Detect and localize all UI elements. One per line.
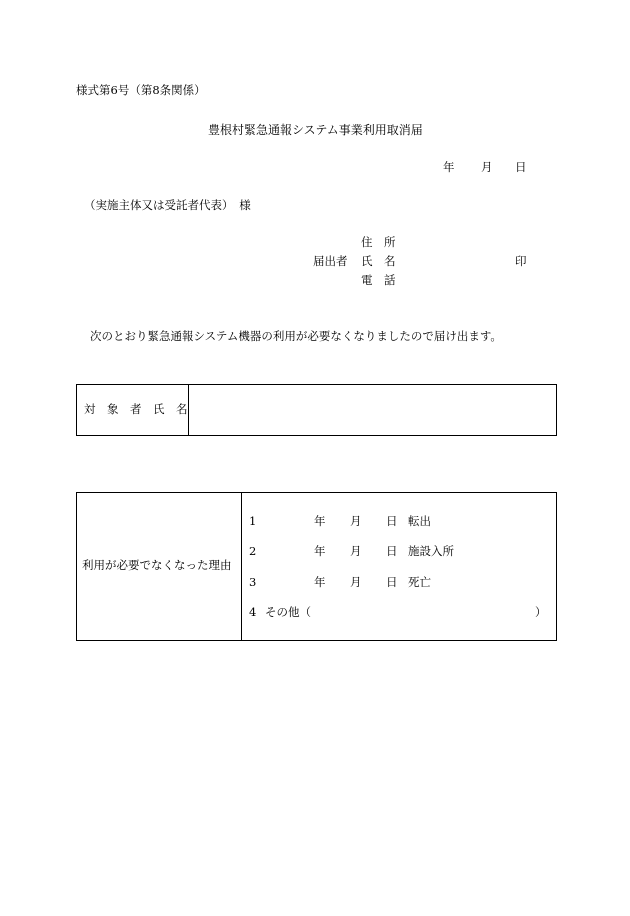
option-number: 3: [249, 575, 257, 589]
date-day: 日: [515, 160, 527, 174]
option-number: 1: [249, 514, 257, 528]
option-day: 日: [386, 514, 398, 528]
option-day: 日: [386, 575, 398, 589]
addressee: （実施主体又は受託者代表） 様: [84, 198, 251, 212]
name-label: 氏 名: [361, 254, 396, 268]
option-text: 死亡: [408, 575, 431, 589]
form-number: 様式第6号（第8条関係）: [76, 83, 206, 97]
option-month: 月: [350, 514, 362, 528]
option-month: 月: [350, 575, 362, 589]
option-year: 年: [314, 575, 326, 589]
other-close: ）: [535, 605, 547, 619]
form-title: 豊根村緊急通報システム事業利用取消届: [208, 123, 423, 137]
phone-label: 電 話: [361, 273, 396, 287]
subject-label: 対 象 者 氏 名: [84, 402, 188, 416]
applicant-label: 届出者: [313, 254, 348, 268]
option-year: 年: [314, 544, 326, 558]
statement: 次のとおり緊急通報システム機器の利用が必要なくなりましたので届け出ます。: [90, 329, 502, 343]
seal-mark: 印: [515, 254, 527, 268]
option-year: 年: [314, 514, 326, 528]
address-label: 住 所: [361, 235, 396, 249]
reason-label: 利用が必要でなくなった理由: [82, 558, 232, 572]
date-year: 年: [443, 160, 455, 174]
option-number: 4: [249, 605, 257, 619]
option-month: 月: [350, 544, 362, 558]
date-month: 月: [481, 160, 493, 174]
option-text: 施設入所: [408, 544, 454, 558]
option-text: 転出: [408, 514, 431, 528]
subject-table-divider: [188, 384, 189, 436]
reason-table-divider: [241, 492, 242, 641]
option-day: 日: [386, 544, 398, 558]
other-label: その他（: [265, 605, 311, 619]
option-number: 2: [249, 544, 257, 558]
